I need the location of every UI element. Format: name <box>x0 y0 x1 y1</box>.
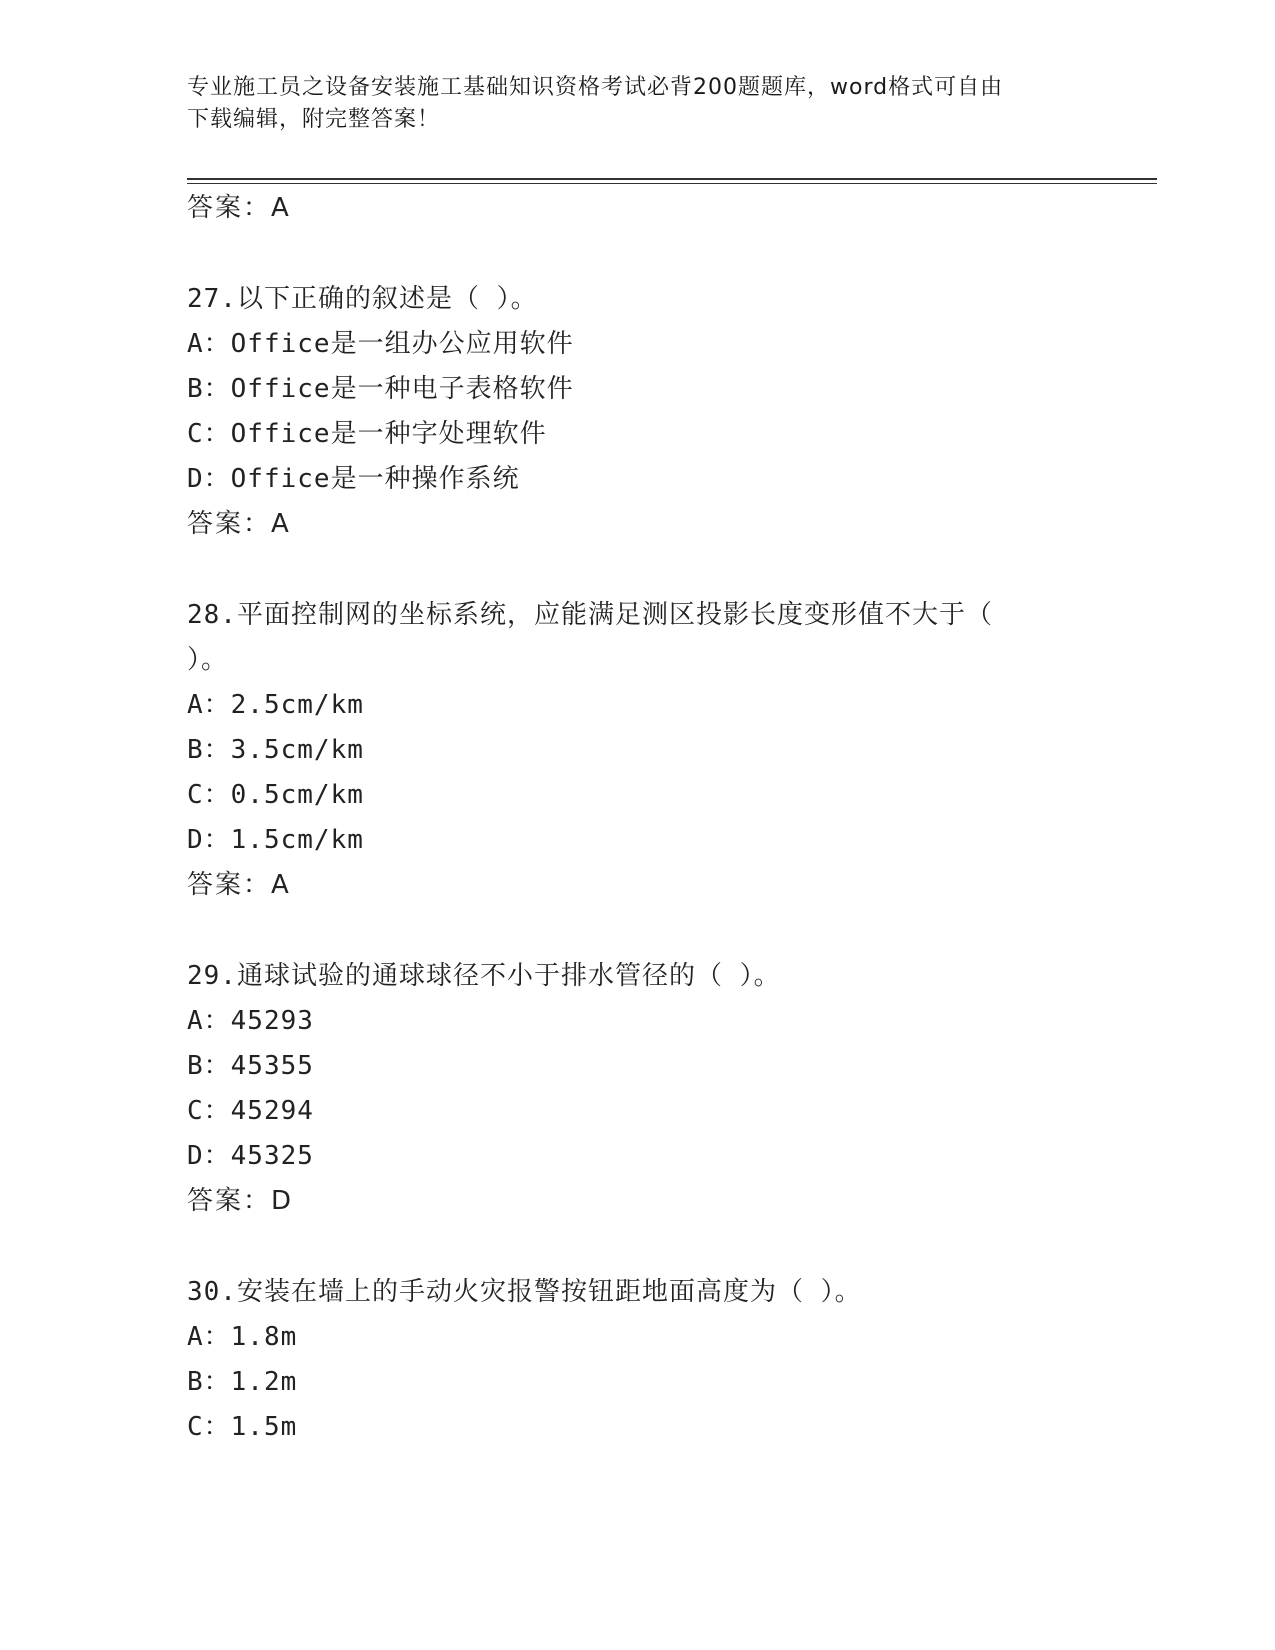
question-29-option-b: B：45355 <box>187 1051 314 1081</box>
question-29-stem: 29.通球试验的通球球径不小于排水管径的（ ）。 <box>187 961 781 991</box>
header-rule-thin <box>187 183 1157 184</box>
question-27-stem: 27.以下正确的叙述是（ ）。 <box>187 284 538 314</box>
header-line-2: 下载编辑，附完整答案！ <box>187 107 441 132</box>
header-rule-thick <box>187 178 1157 180</box>
previous-answer: 答案：A <box>187 193 291 223</box>
question-27-answer: 答案：A <box>187 509 291 539</box>
question-30-option-c: C：1.5m <box>187 1412 298 1442</box>
question-30-option-b: B：1.2m <box>187 1367 298 1397</box>
question-28-option-d: D：1.5cm/km <box>187 825 364 855</box>
question-29-option-a: A：45293 <box>187 1006 314 1036</box>
question-29-answer: 答案：D <box>187 1186 294 1216</box>
question-28-stem: 28.平面控制网的坐标系统，应能满足测区投影长度变形值不大于（ <box>187 600 993 630</box>
question-27-option-d: D：Office是一种操作系统 <box>187 464 520 494</box>
question-28-option-a: A：2.5cm/km <box>187 690 364 720</box>
page-header <box>187 72 1087 136</box>
question-27-option-a: A：Office是一组办公应用软件 <box>187 329 574 359</box>
question-29-option-d: D：45325 <box>187 1141 314 1171</box>
question-29-option-c: C：45294 <box>187 1096 314 1126</box>
question-28-option-b: B：3.5cm/km <box>187 735 364 765</box>
question-27-option-c: C：Office是一种字处理软件 <box>187 419 547 449</box>
question-30-option-a: A：1.8m <box>187 1322 298 1352</box>
question-28-stem-continued: ）。 <box>187 645 229 675</box>
question-30-stem: 30.安装在墙上的手动火灾报警按钮距地面高度为（ ）。 <box>187 1277 862 1307</box>
question-28-answer: 答案：A <box>187 870 291 900</box>
question-28-option-c: C：0.5cm/km <box>187 780 364 810</box>
header-line-1: 专业施工员之设备安装施工基础知识资格考试必背200题题库，word格式可自由 <box>187 75 1004 100</box>
question-27-option-b: B：Office是一种电子表格软件 <box>187 374 574 404</box>
